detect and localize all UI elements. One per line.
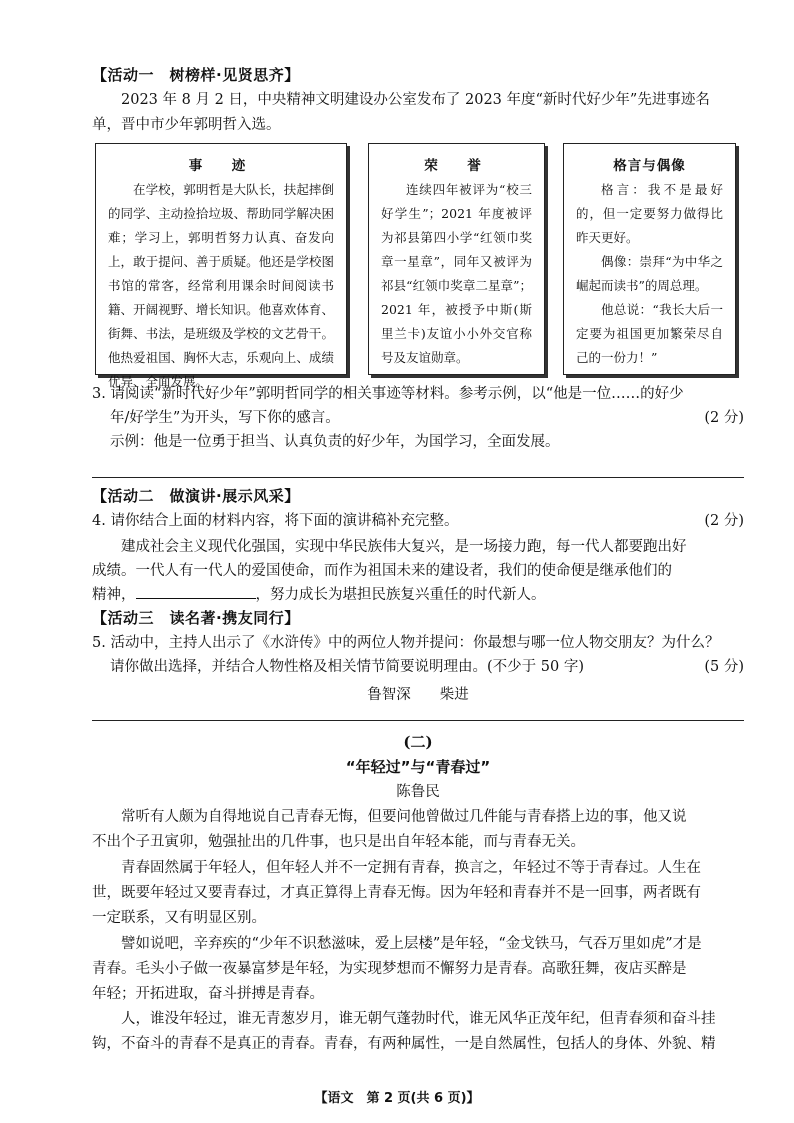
divider-2: [92, 720, 744, 721]
p3-line2: 青春。毛头小子做一夜暴富梦是年轻，为实现梦想而不懈努力是青春。高歌狂舞，夜店买醉是: [92, 961, 687, 977]
question-4: [92, 509, 744, 533]
activity3-heading: 【活动三 读名著·携友同行】: [92, 609, 300, 627]
p2-line1: 青春固然属于年轻人，但年轻人并不一定拥有青春，换言之，年轻过不等于青春过。人生在: [121, 860, 701, 876]
character-options: 鲁智深 柴进: [367, 687, 469, 703]
activity1-intro-line1: 2023 年 8 月 2 日，中央精神文明建设办公室发布了 2023 年度“新时代好少年”先进事迹名: [121, 92, 710, 108]
answer-blank[interactable]: [136, 584, 256, 599]
question-5: [92, 631, 744, 679]
q5-line2: 请你做出选择，并结合人物性格及相关情节简要说明理由。(不少于 50 字): [110, 659, 584, 675]
p1-line1: 常听有人颇为自得地说自己青春无悔，但要问他曾做过几件能与青春搭上边的事，他又说: [121, 809, 687, 825]
q3-line1: 3. 请阅读“新时代好少年”郭明哲同学的相关事迹等材料。参考示例，以“他是一位……的好少: [92, 386, 684, 402]
activity2-heading: 【活动二 做演讲·展示风采】: [92, 487, 300, 505]
article-author: 陈鲁民: [396, 784, 440, 800]
p4-line2: 钩，不奋斗的青春不是真正的青春。青春，有两种属性，一是自然属性，包括人的身体、外貌、精: [92, 1036, 716, 1052]
q5-line1: 5. 活动中，主持人出示了《水浒传》中的两位人物并提问：你最想与哪一位人物交朋友？为什么？: [92, 635, 720, 651]
motto-box-title: 格言与偶像: [613, 158, 686, 174]
p4-line1: 人，谁没年轻过，谁无青葱岁月，谁无朝气蓬勃时代，谁无风华正茂年纪，但青春须和奋斗挂: [121, 1011, 716, 1027]
q4-text: 4. 请你结合上面的材料内容，将下面的演讲稿补充完整。: [92, 513, 459, 529]
p3-line3: 年轻；开拓进取，奋斗拼搏是青春。: [92, 986, 324, 1002]
deeds-box-text: 在学校，郭明哲是大队长，扶起摔倒的同学、主动捡拾垃圾、帮助同学解决困难；学习上，郭明哲努力认真、奋发向上，敢于提问、善于质疑。他还是学校图书馆的常客，经常利用课余时间阅读书籍、开阔视野、增长知识。他喜欢体育、街舞、书法，是班级及学校的文艺骨干。他热爱祖国、胸怀大志，乐观向上、成绩优异、全面发展。: [108, 182, 334, 389]
section-number: (二): [403, 733, 433, 751]
deeds-box-title: 事 迹: [188, 158, 254, 174]
q4-score: (2 分): [704, 513, 744, 529]
motto-text: 格言：我不是最好的，但一定要努力做得比昨天更好。: [576, 182, 723, 245]
idol-text: 偶像：崇拜“为中华之崛起而读书”的周总理。: [576, 254, 723, 293]
speech-line3-end: ，努力成长为堪担民族复兴重任的时代新人。: [255, 587, 546, 603]
speech-line3-start: 精神，: [92, 587, 136, 603]
quote-text: 他总说：“我长大后一定要为祖国更加繁荣尽自己的一份力！”: [576, 302, 723, 365]
q3-example: 示例：他是一位勇于担当、认真负责的好少年，为国学习，全面发展。: [110, 434, 560, 450]
honors-box-text: 连续四年被评为“校三好学生”；2021 年度被评为祁县第四小学“红领巾奖章一星章”，同年又被评为祁县“红领巾奖章二星章”；2021 年，被授予中斯(斯里兰卡)友谊小小外交官称号及友谊勋章。: [381, 182, 532, 365]
article-title: “年轻过”与“青春过”: [345, 758, 491, 776]
deeds-box: [95, 143, 347, 389]
speech-line2: 成绩。一代人有一代人的爱国使命，而作为祖国未来的建设者，我们的使命便是继承他们的: [92, 563, 672, 579]
p3-line1: 譬如说吧，辛弃疾的“少年不识愁滋味，爱上层楼”是年轻，“金戈铁马，气吞万里如虎”才是: [121, 936, 702, 952]
activity1-heading: 【活动一 树榜样·见贤思齐】: [92, 66, 300, 84]
speech-line3: [92, 583, 744, 608]
question-3: [92, 382, 744, 454]
p1-line2: 不出个子丑寅卯，勉强扯出的几件事，也只是出自年轻本能，而与青春无关。: [92, 834, 585, 850]
honors-box-title: 荣 誉: [424, 158, 489, 174]
q5-score: (5 分): [704, 659, 744, 675]
activity1-intro-line2: 单，晋中市少年郭明哲入选。: [92, 117, 281, 133]
divider-1: [92, 477, 744, 478]
honors-box: [368, 143, 545, 375]
q3-score: (2 分): [704, 410, 744, 426]
q3-line2: 年/好学生”为开头，写下你的感言。: [110, 410, 340, 426]
page-footer: 【语文 第 2 页(共 6 页)】: [314, 1091, 480, 1106]
motto-box: [563, 143, 736, 375]
p2-line2: 世，既要年轻过又要青春过，才真正算得上青春无悔。因为年轻和青春并不是一回事，两者既有: [92, 885, 701, 901]
speech-line1: 建成社会主义现代化强国，实现中华民族伟大复兴，是一场接力跑，每一代人都要跑出好: [121, 539, 687, 555]
p2-line3: 一定联系，又有明显区别。: [92, 910, 266, 926]
